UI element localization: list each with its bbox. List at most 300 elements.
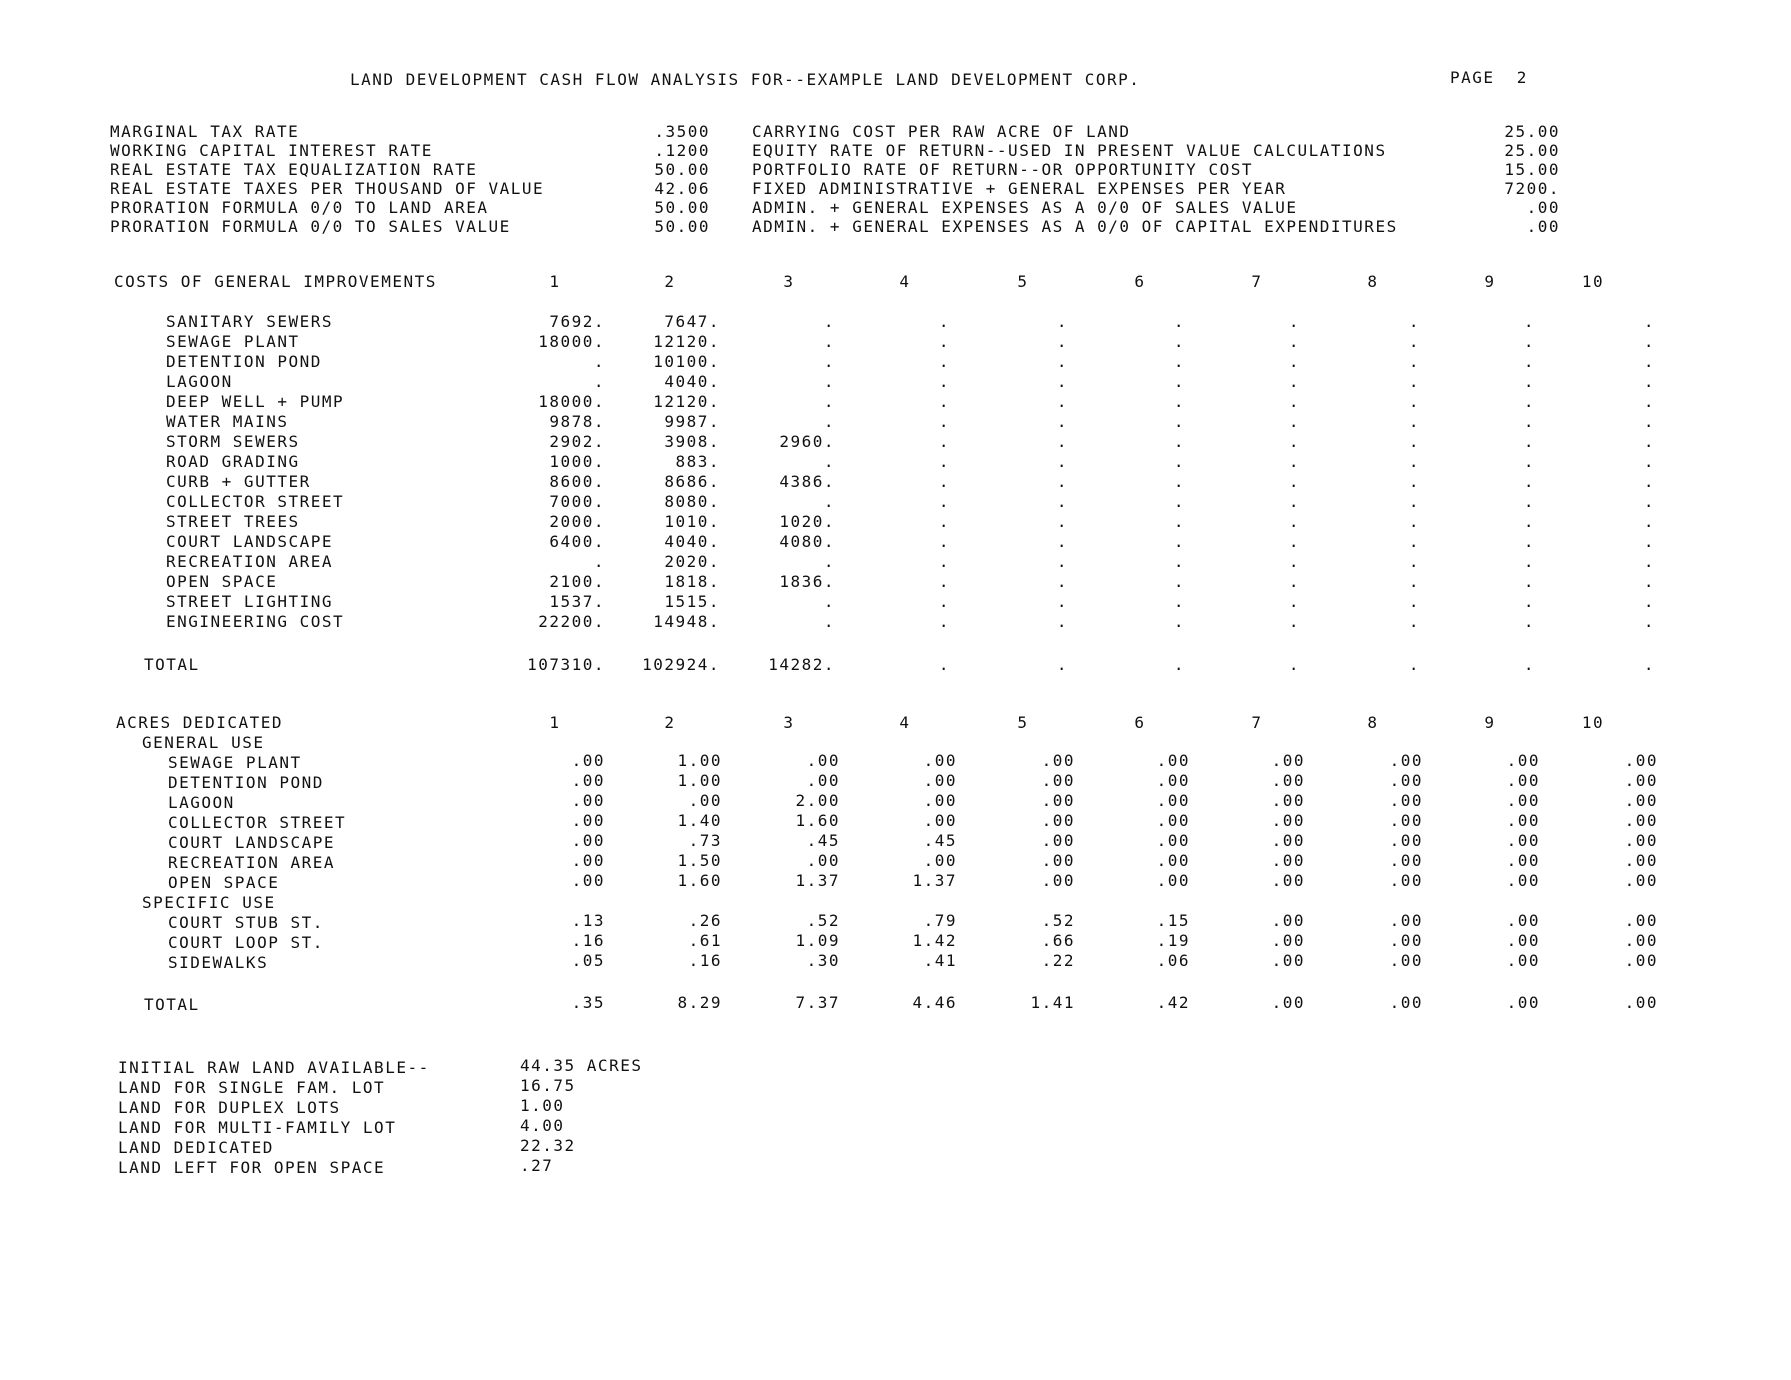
param-label: FIXED ADMINISTRATIVE + GENERAL EXPENSES PER YEAR <box>752 179 1287 198</box>
table-cell: .00 <box>1389 851 1423 870</box>
table-cell: 8600. <box>549 472 605 491</box>
total-cell: .00 <box>1624 993 1658 1012</box>
table-cell: .00 <box>1041 791 1075 810</box>
table-cell: .30 <box>806 951 840 970</box>
table-cell: .00 <box>1506 751 1540 770</box>
table-cell: .16 <box>688 951 722 970</box>
table-cell: .00 <box>1624 771 1658 790</box>
table-cell: .73 <box>688 831 722 850</box>
table-cell: 883. <box>675 452 720 471</box>
table-cell: . <box>1523 432 1535 451</box>
table-cell: 4040. <box>664 372 720 391</box>
table-cell: .16 <box>571 931 605 950</box>
table-cell: .00 <box>1506 951 1540 970</box>
table-cell: . <box>1643 532 1655 551</box>
table-cell: . <box>938 332 950 351</box>
table-cell: . <box>938 452 950 471</box>
table-cell: . <box>1056 332 1068 351</box>
table-row-label: COURT LANDSCAPE <box>166 532 333 551</box>
table-cell: .15 <box>1156 911 1190 930</box>
table-cell: . <box>1408 412 1420 431</box>
section-heading: COSTS OF GENERAL IMPROVEMENTS <box>114 272 437 291</box>
table-cell: . <box>593 552 605 571</box>
summary-value: 16.75 <box>520 1076 576 1095</box>
table-cell: .45 <box>806 831 840 850</box>
column-header: 7 <box>1251 272 1263 291</box>
summary-label: LAND FOR SINGLE FAM. LOT <box>118 1078 386 1097</box>
table-cell: . <box>1173 612 1185 631</box>
table-cell: .00 <box>806 751 840 770</box>
table-cell: .00 <box>1156 831 1190 850</box>
param-value: 25.00 <box>1504 141 1560 160</box>
table-cell: .00 <box>1156 871 1190 890</box>
table-cell: . <box>1288 352 1300 371</box>
table-cell: .00 <box>1271 811 1305 830</box>
table-cell: .00 <box>1389 771 1423 790</box>
table-cell: .00 <box>923 751 957 770</box>
table-cell: . <box>938 352 950 371</box>
total-cell: 7.37 <box>795 993 840 1012</box>
table-cell: 8686. <box>664 472 720 491</box>
table-row-label: RECREATION AREA <box>168 853 335 872</box>
table-cell: . <box>1523 352 1535 371</box>
param-value: .00 <box>1526 198 1560 217</box>
total-cell: .35 <box>571 993 605 1012</box>
table-cell: . <box>1643 552 1655 571</box>
table-cell: . <box>1056 352 1068 371</box>
summary-label: INITIAL RAW LAND AVAILABLE-- <box>118 1058 430 1077</box>
table-cell: .66 <box>1041 931 1075 950</box>
table-cell: . <box>1173 332 1185 351</box>
table-cell: .06 <box>1156 951 1190 970</box>
total-cell: . <box>1056 655 1068 674</box>
table-cell: .00 <box>1624 791 1658 810</box>
table-cell: . <box>823 332 835 351</box>
table-cell: . <box>1173 492 1185 511</box>
table-cell: .00 <box>1271 951 1305 970</box>
total-label: TOTAL <box>144 655 200 674</box>
table-row-label: SEWAGE PLANT <box>166 332 300 351</box>
summary-value: 4.00 <box>520 1116 565 1135</box>
table-cell: 2000. <box>549 512 605 531</box>
table-cell: . <box>1643 352 1655 371</box>
table-cell: . <box>1643 592 1655 611</box>
total-cell: . <box>1173 655 1185 674</box>
table-cell: .00 <box>1506 931 1540 950</box>
table-row-label: DETENTION POND <box>168 773 324 792</box>
table-row-label: STREET LIGHTING <box>166 592 333 611</box>
total-cell: 1.41 <box>1030 993 1075 1012</box>
table-cell: .45 <box>923 831 957 850</box>
total-cell: . <box>1523 655 1535 674</box>
table-cell: . <box>1643 432 1655 451</box>
table-cell: .00 <box>1506 831 1540 850</box>
column-header: 4 <box>899 272 911 291</box>
table-row-label: STREET TREES <box>166 512 300 531</box>
table-cell: .00 <box>1271 931 1305 950</box>
table-cell: 2902. <box>549 432 605 451</box>
table-cell: .13 <box>571 911 605 930</box>
table-cell: 18000. <box>538 332 605 351</box>
table-cell: .19 <box>1156 931 1190 950</box>
total-cell: 8.29 <box>677 993 722 1012</box>
table-cell: . <box>1523 412 1535 431</box>
table-cell: . <box>1643 572 1655 591</box>
table-cell: . <box>1643 472 1655 491</box>
param-value: 15.00 <box>1504 160 1560 179</box>
table-cell: . <box>1408 472 1420 491</box>
column-header: 6 <box>1134 713 1146 732</box>
table-cell: 10100. <box>653 352 720 371</box>
table-cell: . <box>1173 592 1185 611</box>
table-cell: . <box>1523 572 1535 591</box>
table-cell: . <box>1408 552 1420 571</box>
column-header: 1 <box>549 713 561 732</box>
table-row-label: SIDEWALKS <box>168 953 269 972</box>
table-row-label: RECREATION AREA <box>166 552 333 571</box>
table-cell: . <box>1056 452 1068 471</box>
table-cell: 4386. <box>779 472 835 491</box>
table-cell: . <box>1408 372 1420 391</box>
table-cell: 1.00 <box>677 751 722 770</box>
table-cell: .00 <box>1389 811 1423 830</box>
table-row-label: LAGOON <box>166 372 233 391</box>
table-cell: . <box>1288 392 1300 411</box>
table-cell: . <box>1173 552 1185 571</box>
subsection-heading: GENERAL USE <box>142 733 265 752</box>
column-header: 2 <box>664 713 676 732</box>
table-cell: .00 <box>1271 911 1305 930</box>
table-cell: .52 <box>1041 911 1075 930</box>
table-cell: 9987. <box>664 412 720 431</box>
table-cell: .00 <box>1624 931 1658 950</box>
table-cell: . <box>938 592 950 611</box>
table-cell: .05 <box>571 951 605 970</box>
table-cell: . <box>823 312 835 331</box>
column-header: 6 <box>1134 272 1146 291</box>
table-cell: 1020. <box>779 512 835 531</box>
table-cell: .22 <box>1041 951 1075 970</box>
table-cell: .00 <box>1506 791 1540 810</box>
table-cell: . <box>938 492 950 511</box>
table-cell: . <box>938 512 950 531</box>
table-cell: . <box>823 372 835 391</box>
table-cell: .00 <box>1041 771 1075 790</box>
table-cell: .00 <box>1156 751 1190 770</box>
total-cell: . <box>1288 655 1300 674</box>
table-cell: . <box>1643 412 1655 431</box>
table-cell: . <box>593 372 605 391</box>
table-cell: . <box>1288 332 1300 351</box>
table-cell: . <box>1408 592 1420 611</box>
table-cell: . <box>1643 332 1655 351</box>
column-header: 10 <box>1581 272 1605 291</box>
table-cell: .00 <box>1271 791 1305 810</box>
table-cell: 1537. <box>549 592 605 611</box>
table-cell: .00 <box>1624 831 1658 850</box>
table-cell: .00 <box>1506 771 1540 790</box>
table-cell: . <box>1056 412 1068 431</box>
table-cell: . <box>1056 612 1068 631</box>
param-label: ADMIN. + GENERAL EXPENSES AS A 0/0 OF CAPITAL EXPENDITURES <box>752 217 1398 236</box>
table-cell: . <box>938 552 950 571</box>
table-row-label: ENGINEERING COST <box>166 612 345 631</box>
table-cell: . <box>1408 612 1420 631</box>
table-cell: . <box>823 352 835 371</box>
total-label: TOTAL <box>144 995 200 1014</box>
table-cell: . <box>1408 332 1420 351</box>
table-cell: 1.00 <box>677 771 722 790</box>
table-cell: . <box>1056 572 1068 591</box>
param-label: REAL ESTATE TAX EQUALIZATION RATE <box>110 160 478 179</box>
summary-label: LAND DEDICATED <box>118 1138 274 1157</box>
table-cell: . <box>1643 372 1655 391</box>
param-label: WORKING CAPITAL INTEREST RATE <box>110 141 433 160</box>
table-cell: .00 <box>1271 771 1305 790</box>
column-header: 2 <box>664 272 676 291</box>
column-header: 3 <box>783 713 795 732</box>
table-cell: . <box>1288 372 1300 391</box>
param-value: 50.00 <box>654 198 710 217</box>
table-cell: .00 <box>1041 831 1075 850</box>
table-cell: .00 <box>1624 951 1658 970</box>
table-cell: . <box>1523 512 1535 531</box>
column-header: 9 <box>1484 713 1496 732</box>
total-cell: .42 <box>1156 993 1190 1012</box>
table-cell: . <box>1523 372 1535 391</box>
column-header: 9 <box>1484 272 1496 291</box>
total-cell: .00 <box>1389 993 1423 1012</box>
table-cell: .41 <box>923 951 957 970</box>
total-cell: . <box>1408 655 1420 674</box>
table-cell: . <box>1056 592 1068 611</box>
page-number: PAGE 2 <box>1450 68 1528 87</box>
table-cell: .00 <box>806 851 840 870</box>
table-cell: . <box>1643 512 1655 531</box>
table-cell: . <box>938 472 950 491</box>
total-cell: 102924. <box>642 655 720 674</box>
table-cell: 18000. <box>538 392 605 411</box>
table-cell: . <box>1288 512 1300 531</box>
total-cell: .00 <box>1271 993 1305 1012</box>
table-row-label: DETENTION POND <box>166 352 322 371</box>
table-cell: 9878. <box>549 412 605 431</box>
table-cell: 8080. <box>664 492 720 511</box>
table-cell: .00 <box>923 771 957 790</box>
table-cell: . <box>593 352 605 371</box>
column-header: 5 <box>1017 713 1029 732</box>
table-cell: . <box>1408 572 1420 591</box>
table-cell: . <box>1408 392 1420 411</box>
table-cell: .00 <box>1389 931 1423 950</box>
param-value: .1200 <box>654 141 710 160</box>
table-cell: 1515. <box>664 592 720 611</box>
table-cell: . <box>1408 452 1420 471</box>
table-cell: .00 <box>1624 911 1658 930</box>
table-cell: .00 <box>1156 811 1190 830</box>
table-cell: 2.00 <box>795 791 840 810</box>
table-cell: . <box>1173 512 1185 531</box>
table-cell: .00 <box>571 871 605 890</box>
table-row-label: SANITARY SEWERS <box>166 312 333 331</box>
table-cell: .00 <box>571 831 605 850</box>
summary-label: LAND LEFT FOR OPEN SPACE <box>118 1158 386 1177</box>
table-cell: .00 <box>806 771 840 790</box>
table-cell: . <box>1288 612 1300 631</box>
table-cell: . <box>1643 452 1655 471</box>
table-row-label: WATER MAINS <box>166 412 289 431</box>
table-cell: .00 <box>571 751 605 770</box>
table-cell: 1.60 <box>677 871 722 890</box>
table-cell: .00 <box>688 791 722 810</box>
table-cell: .00 <box>1506 811 1540 830</box>
param-label: EQUITY RATE OF RETURN--USED IN PRESENT VALUE CALCULATIONS <box>752 141 1387 160</box>
table-cell: . <box>1523 392 1535 411</box>
table-cell: . <box>1408 492 1420 511</box>
table-cell: 1.37 <box>912 871 957 890</box>
subsection-heading: SPECIFIC USE <box>142 893 276 912</box>
summary-value: .27 <box>520 1156 554 1175</box>
table-cell: .00 <box>1624 751 1658 770</box>
table-cell: . <box>1643 612 1655 631</box>
column-header: 8 <box>1367 713 1379 732</box>
table-cell: .00 <box>1041 871 1075 890</box>
table-cell: . <box>1173 472 1185 491</box>
table-row-label: COURT STUB ST. <box>168 913 324 932</box>
table-cell: 1836. <box>779 572 835 591</box>
table-cell: . <box>1523 592 1535 611</box>
table-cell: . <box>1523 452 1535 471</box>
table-cell: .00 <box>571 771 605 790</box>
total-cell: .00 <box>1506 993 1540 1012</box>
table-cell: .00 <box>1041 851 1075 870</box>
table-cell: 14948. <box>653 612 720 631</box>
table-cell: 1.60 <box>795 811 840 830</box>
table-cell: . <box>1173 372 1185 391</box>
table-cell: . <box>938 612 950 631</box>
table-cell: . <box>1288 472 1300 491</box>
table-cell: . <box>1056 472 1068 491</box>
summary-label: LAND FOR DUPLEX LOTS <box>118 1098 341 1117</box>
table-cell: 12120. <box>653 392 720 411</box>
total-cell: 107310. <box>527 655 605 674</box>
table-cell: . <box>1056 552 1068 571</box>
table-cell: 1.09 <box>795 931 840 950</box>
table-cell: .00 <box>923 791 957 810</box>
table-cell: . <box>938 392 950 411</box>
table-cell: . <box>1173 572 1185 591</box>
summary-value: 44.35 ACRES <box>520 1056 643 1075</box>
table-cell: 7000. <box>549 492 605 511</box>
table-cell: .00 <box>1389 871 1423 890</box>
total-cell: . <box>1643 655 1655 674</box>
table-cell: .52 <box>806 911 840 930</box>
param-label: CARRYING COST PER RAW ACRE OF LAND <box>752 122 1131 141</box>
table-cell: 1.37 <box>795 871 840 890</box>
table-cell: . <box>938 572 950 591</box>
table-cell: . <box>1288 532 1300 551</box>
table-cell: 1.42 <box>912 931 957 950</box>
param-value: 50.00 <box>654 160 710 179</box>
table-row-label: LAGOON <box>168 793 235 812</box>
column-header: 7 <box>1251 713 1263 732</box>
table-cell: 6400. <box>549 532 605 551</box>
table-cell: . <box>1056 512 1068 531</box>
table-cell: .00 <box>1389 751 1423 770</box>
param-label: PRORATION FORMULA 0/0 TO LAND AREA <box>110 198 489 217</box>
table-cell: .00 <box>1506 851 1540 870</box>
table-cell: . <box>823 392 835 411</box>
total-cell: 14282. <box>768 655 835 674</box>
table-row-label: COURT LANDSCAPE <box>168 833 335 852</box>
table-cell: . <box>1173 452 1185 471</box>
table-cell: . <box>938 372 950 391</box>
table-cell: . <box>1643 312 1655 331</box>
table-cell: . <box>1288 552 1300 571</box>
table-cell: .00 <box>1041 811 1075 830</box>
table-row-label: ROAD GRADING <box>166 452 300 471</box>
table-cell: .00 <box>1624 871 1658 890</box>
table-cell: 1010. <box>664 512 720 531</box>
table-cell: . <box>1288 572 1300 591</box>
table-cell: .00 <box>923 811 957 830</box>
table-cell: .00 <box>1156 851 1190 870</box>
table-cell: . <box>1173 432 1185 451</box>
table-cell: .00 <box>571 791 605 810</box>
table-cell: . <box>1523 532 1535 551</box>
table-cell: .79 <box>923 911 957 930</box>
table-cell: . <box>938 532 950 551</box>
table-row-label: STORM SEWERS <box>166 432 300 451</box>
param-label: REAL ESTATE TAXES PER THOUSAND OF VALUE <box>110 179 545 198</box>
table-cell: .00 <box>1156 771 1190 790</box>
table-cell: . <box>823 492 835 511</box>
table-cell: . <box>1408 352 1420 371</box>
table-cell: 1000. <box>549 452 605 471</box>
table-cell: 22200. <box>538 612 605 631</box>
param-value: .3500 <box>654 122 710 141</box>
table-cell: . <box>1288 492 1300 511</box>
table-cell: . <box>823 552 835 571</box>
table-row-label: COLLECTOR STREET <box>168 813 347 832</box>
table-cell: . <box>823 592 835 611</box>
table-cell: .00 <box>571 811 605 830</box>
table-cell: . <box>1523 332 1535 351</box>
report-title: LAND DEVELOPMENT CASH FLOW ANALYSIS FOR--EXAMPLE LAND DEVELOPMENT CORP. <box>350 70 1141 89</box>
table-cell: . <box>1288 452 1300 471</box>
summary-label: LAND FOR MULTI-FAMILY LOT <box>118 1118 397 1137</box>
table-cell: . <box>823 452 835 471</box>
column-header: 4 <box>899 713 911 732</box>
table-cell: .00 <box>571 851 605 870</box>
table-cell: . <box>1523 312 1535 331</box>
table-cell: . <box>1523 472 1535 491</box>
table-row-label: COURT LOOP ST. <box>168 933 324 952</box>
table-cell: . <box>1056 432 1068 451</box>
total-cell: . <box>938 655 950 674</box>
table-cell: .00 <box>1506 871 1540 890</box>
total-cell: 4.46 <box>912 993 957 1012</box>
table-cell: .00 <box>1389 911 1423 930</box>
table-cell: . <box>1288 312 1300 331</box>
table-cell: .00 <box>1156 791 1190 810</box>
table-cell: . <box>1523 552 1535 571</box>
table-cell: 1.50 <box>677 851 722 870</box>
table-cell: 2960. <box>779 432 835 451</box>
table-cell: . <box>1056 312 1068 331</box>
table-cell: . <box>1288 592 1300 611</box>
table-cell: . <box>1173 352 1185 371</box>
